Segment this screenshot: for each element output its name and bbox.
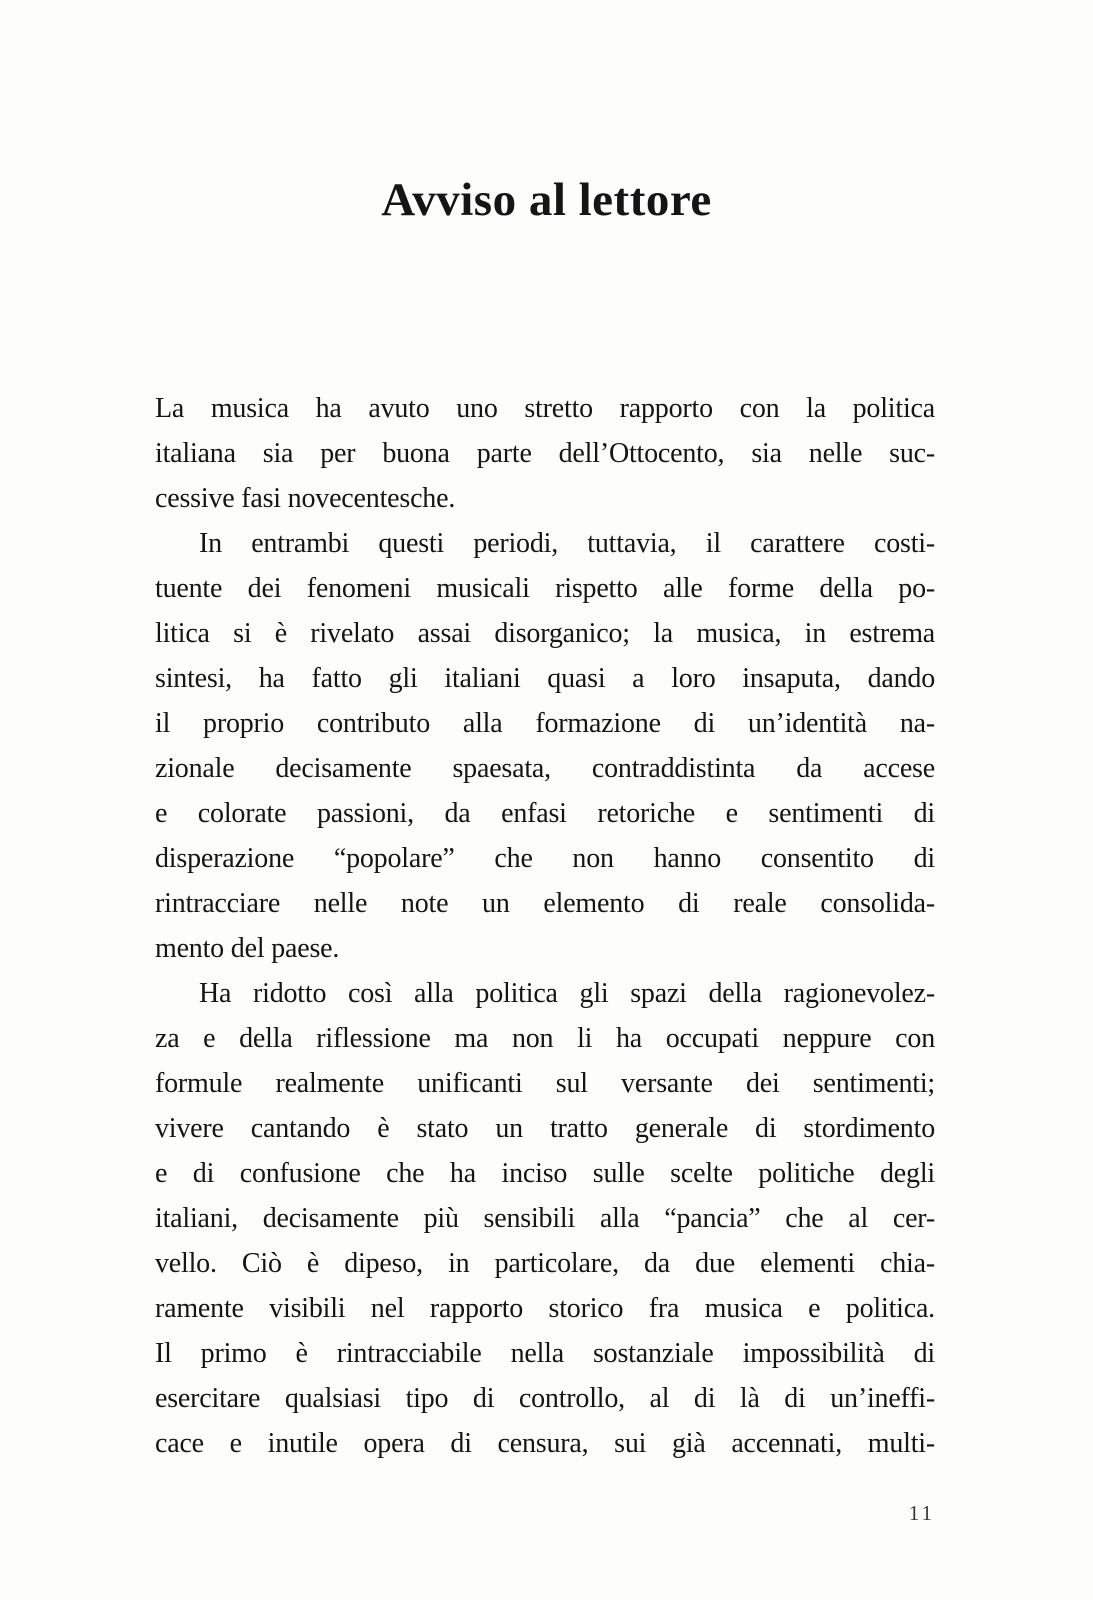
text-line: formule realmente unificanti sul versante dei sentimenti; (155, 1068, 935, 1099)
paragraph (155, 971, 935, 1466)
text-line: disperazione “popolare” che non hanno consentito di (155, 843, 935, 874)
text-line: il proprio contributo alla formazione di un’identità na- (155, 708, 935, 739)
text-line: Il primo è rintracciabile nella sostanziale impossibilità di (155, 1338, 935, 1369)
text-line: e di confusione che ha inciso sulle scelte politiche degli (155, 1158, 935, 1189)
text-line: Ha ridotto così alla politica gli spazi della ragionevolez- (199, 978, 935, 1009)
text-line: italiana sia per buona parte dell’Ottocento, sia nelle suc- (155, 438, 935, 469)
text-line: vello. Ciò è dipeso, in particolare, da due elementi chia- (155, 1248, 935, 1279)
paragraph (155, 521, 935, 971)
text-line: za e della riflessione ma non li ha occupati neppure con (155, 1023, 935, 1054)
text-line: litica si è rivelato assai disorganico; la musica, in estrema (155, 618, 935, 649)
body-text (155, 386, 935, 1466)
text-line: vivere cantando è stato un tratto generale di stordimento (155, 1113, 935, 1144)
text-line: rintracciare nelle note un elemento di reale consolida- (155, 888, 935, 919)
text-line: italiani, decisamente più sensibili alla “pancia” che al cer- (155, 1203, 935, 1234)
text-line: sintesi, ha fatto gli italiani quasi a loro insaputa, dando (155, 663, 935, 694)
text-line: esercitare qualsiasi tipo di controllo, al di là di un’ineffi- (155, 1383, 935, 1414)
text-line: cessive fasi novecentesche. (155, 483, 456, 514)
text-line: zionale decisamente spaesata, contraddistinta da accese (155, 753, 935, 784)
text-line: mento del paese. (155, 933, 340, 964)
text-line: tuente dei fenomeni musicali rispetto alle forme della po- (155, 573, 935, 604)
text-line: La musica ha avuto uno stretto rapporto con la politica (155, 393, 935, 424)
text-line: ramente visibili nel rapporto storico fra musica e politica. (155, 1293, 935, 1324)
text-line: e colorate passioni, da enfasi retoriche e sentimenti di (155, 798, 935, 829)
text-line: In entrambi questi periodi, tuttavia, il carattere costi- (199, 528, 935, 559)
text-line: cace e inutile opera di censura, sui già accennati, multi- (155, 1428, 935, 1459)
paragraph (155, 386, 935, 521)
page-number: 11 (908, 1501, 935, 1525)
page-title: Avviso al lettore (381, 174, 712, 227)
